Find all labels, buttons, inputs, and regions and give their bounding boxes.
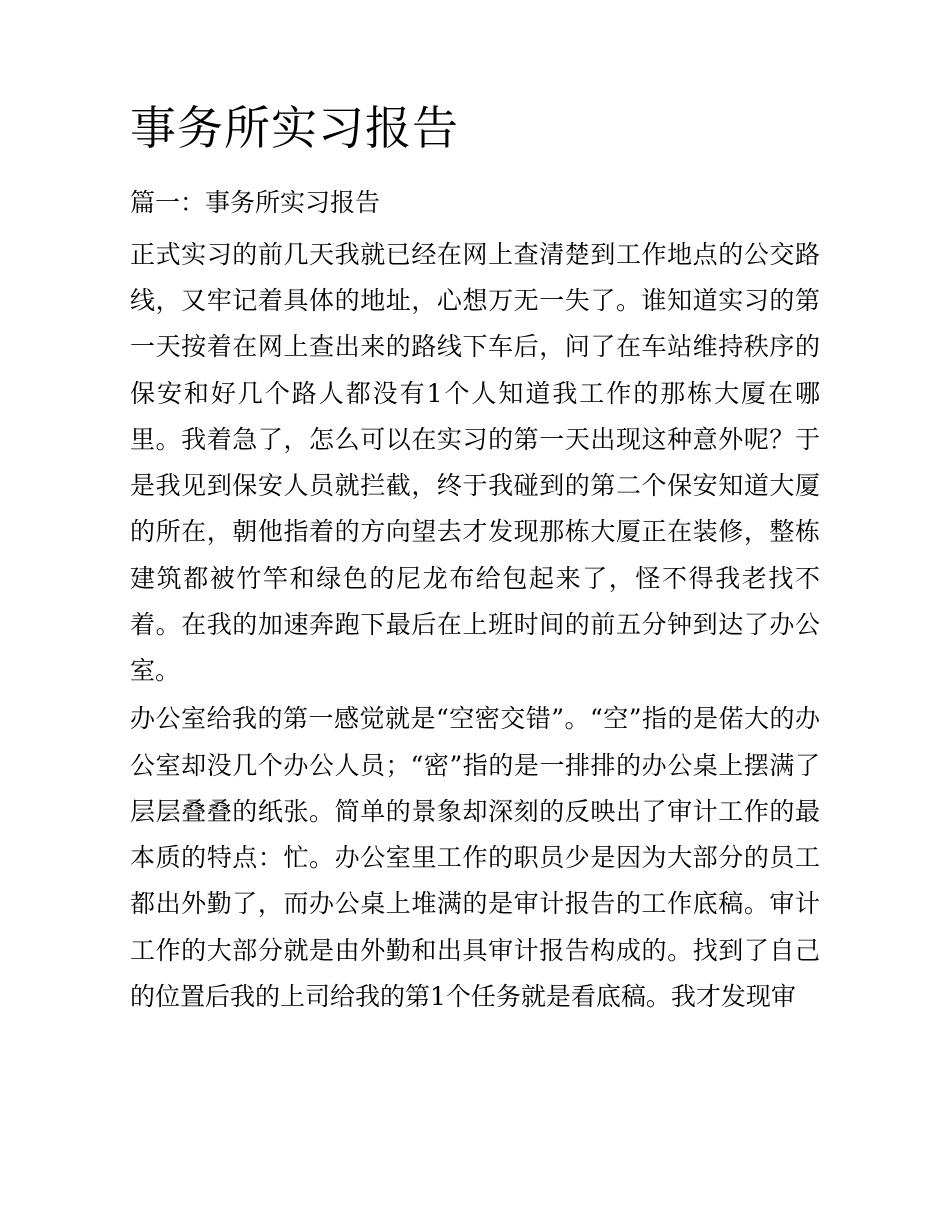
page-title: 事务所实习报告 <box>130 101 459 155</box>
document-paragraph: 办公室给我的第一感觉就是“空密交错”。“空”指的是偌大的办公室却没几个办公人员；“密”指的是一排排的办公桌上摆满了层层叠叠的纸张。简单的景象却深刻的反映出了审计工作的最本质的特点：忙。办公室里工作的职员少是因为大部分的员工都出外勤了，而办公桌上堆满的是审计报告的工作底稿。审计工作的大部分就是由外勤和出具审计报告构成的。找到了自己的位置后我的上司给我的第1个任务就是看底稿。我才发现审 <box>130 704 820 1011</box>
document-subtitle: 篇一：事务所实习报告 <box>130 187 381 217</box>
document-paragraph: 正式实习的前几天我就已经在网上查清楚到工作地点的公交路线，又牢记着具体的地址，心想万无一失了。谁知道实习的第一天按着在网上查出来的路线下车后，问了在车站维持秩序的保安和好几个路人都没有1个人知道我工作的那栋大厦在哪里。我着急了，怎么可以在实习的第一天出现这种意外呢？于是我见到保安人员就拦截，终于我碰到的第二个保安知道大厦的所在，朝他指着的方向望去才发现那栋大厦正在装修，整栋建筑都被竹竿和绿色的尼龙布给包起来了，怪不得我老找不着。在我的加速奔跑下最后在上班时间的前五分钟到达了办公室。 <box>130 239 820 685</box>
